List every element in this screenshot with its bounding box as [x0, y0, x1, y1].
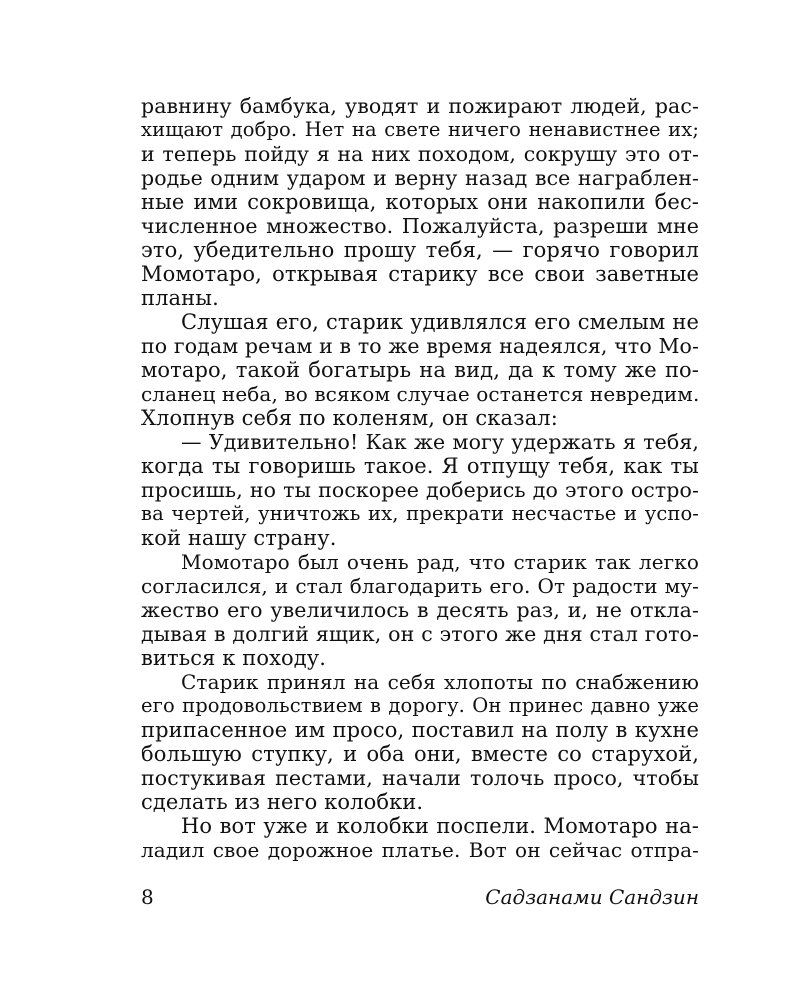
- text-line: равнину бамбука, уводят и пожирают людей, рас-: [141, 94, 699, 118]
- text-line: мотаро, такой богатырь на вид, да к тому же по-: [141, 358, 699, 382]
- text-line: его продовольствием в дорогу. Он принес давно уже: [141, 694, 699, 717]
- text-line: родье одним ударом и верну назад все награблен-: [141, 166, 699, 190]
- text-line: виться к походу.: [141, 646, 327, 670]
- text-line: и теперь пойду я на них походом, сокрушу это от-: [141, 142, 699, 166]
- text-line: хищают добро. Нет на свете ничего ненавистнее их;: [141, 118, 699, 141]
- text-line: Момотаро был очень рад, что старик так легко: [181, 550, 699, 574]
- text-line: по годам речам и в то же время надеялся, что Мо-: [141, 334, 699, 358]
- text-line: ладил свое дорожное платье. Вот он сейчас отпра-: [141, 838, 699, 862]
- text-line: припасенное им просо, поставил на полу в кухне: [141, 718, 699, 742]
- text-line: жество его увеличилось в десять раз, и, не откла-: [141, 598, 699, 622]
- text-line: дывая в долгий ящик, он с этого же дня стал гото-: [141, 622, 699, 646]
- text-line: большую ступку, и оба они, вместе со старухой,: [141, 742, 699, 766]
- text-line: просишь, но ты поскорее доберись до этого остро-: [141, 478, 699, 502]
- body-text: [141, 94, 699, 862]
- text-line: Момотаро, открывая старику все свои заветные: [141, 262, 699, 286]
- text-line: Старик принял на себя хлопоты по снабжению: [181, 670, 699, 694]
- text-line: Хлопнув себя по коленям, он сказал:: [141, 406, 558, 430]
- text-line: согласился, и стал благодарить его. От радости му-: [141, 574, 699, 598]
- text-line: Слушая его, старик удивлялся его смелым не: [181, 310, 699, 334]
- running-footer-author: Садзанами Сандзин: [485, 885, 699, 909]
- text-line: планы.: [141, 286, 219, 310]
- text-line: когда ты говоришь такое. Я отпущу тебя, как ты: [141, 454, 699, 478]
- text-line: численное множество. Пожалуйста, разреши мне: [141, 214, 699, 238]
- text-line: постукивая пестами, начали толочь просо, чтобы: [141, 766, 699, 790]
- text-line: кой нашу страну.: [141, 526, 337, 550]
- text-line: это, убедительно прошу тебя, — горячо говорил: [141, 238, 699, 262]
- page-footer: [141, 884, 699, 910]
- text-line: — Удивительно! Как же могу удержать я тебя,: [181, 430, 699, 454]
- text-line: ные ими сокровища, которых они накопили бес-: [141, 190, 699, 214]
- text-line: сланец неба, во всяком случае останется невредим.: [141, 382, 700, 406]
- text-line: Но вот уже и колобки поспели. Момотаро на-: [181, 814, 699, 838]
- text-line: сделать из него колобки.: [141, 790, 424, 814]
- page-number: 8: [141, 885, 154, 909]
- text-line: ва чертей, уничтожь их, прекрати несчастье и успо-: [141, 502, 699, 525]
